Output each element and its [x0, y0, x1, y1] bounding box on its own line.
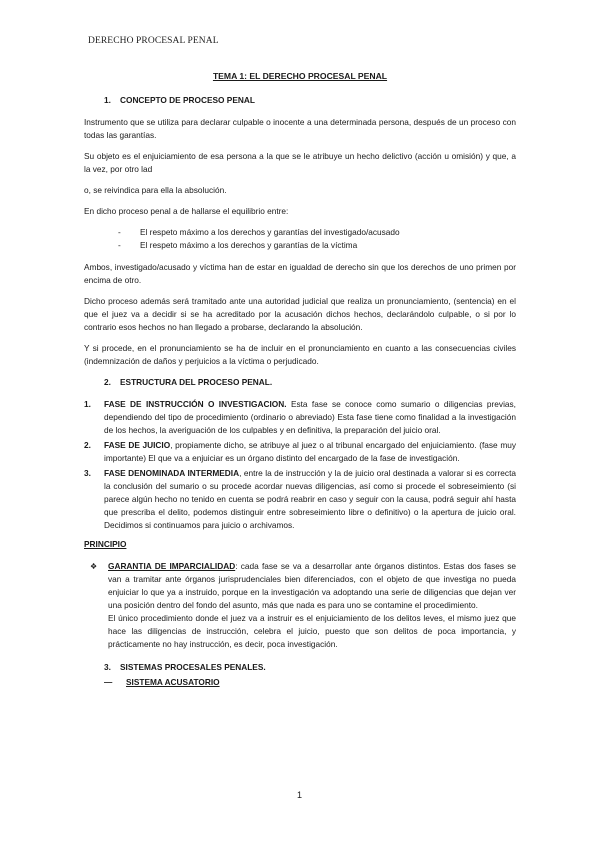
section-title: ESTRUCTURA DEL PROCESO PENAL.	[120, 377, 273, 387]
dash-marker: -	[118, 227, 121, 237]
list-item	[84, 439, 516, 465]
list-item	[84, 398, 516, 437]
phase-label: FASE DENOMINADA INTERMEDIA	[104, 468, 240, 478]
diamond-bullet-icon: ❖	[90, 562, 98, 571]
phase-description: , entre la de instrucción y la de juicio oral destinada a valorar si es correcta la conclusión del sumario o su procede acordar nuevas diligencias, así como si procede el sobreseimiento (si parece algún hecho no tenido en cuenta se podrá reabrir en caso y seguir con la causa, podrá seguir ahí hasta que prescriba el delito, podemos distinguir entre sobreseimiento libre o definitivo) o la apertura de juicio oral. Decidimos si continuamos para juicio o archivamos.	[104, 468, 516, 530]
page-number: 1	[296, 790, 302, 800]
principle-heading: PRINCIPIO	[84, 539, 127, 549]
list-number: 3.	[84, 468, 91, 478]
running-header: DERECHO PROCESAL PENAL	[88, 36, 219, 46]
paragraph: Su objeto es el enjuiciamiento de esa persona a la que se le atribuye un hecho delictivo (acción u omisión) y que, a la vez, por otro lad	[84, 151, 516, 174]
phase-description: Esta fase se conoce como sumario o diligencias previas, dependiendo del tipo de procedimiento (ordinario o abreviado) Esta fase tiene como finalidad a la investigación de los hechos, la averiguación de los culpables y en definitiva, la preparación del juicio oral.	[104, 399, 516, 435]
subsection-title: SISTEMA ACUSATORIO	[126, 677, 220, 687]
document-title: TEMA 1: EL DERECHO PROCESAL PENAL	[212, 71, 388, 81]
list-item-text	[104, 467, 516, 532]
guarantee-paragraph	[108, 560, 516, 612]
paragraph: Ambos, investigado/acusado y víctima han de estar en igualdad de derecho sin que los derechos de uno primen por encima de otro.	[84, 262, 516, 285]
phase-description: , propiamente dicho, se atribuye al juez o al tribunal encargado del enjuiciamiento. (fase muy importante) El que va a enjuiciar es un órgano distinto del encargado de la fase de investigación.	[104, 440, 516, 463]
section-number: 1.	[104, 95, 111, 105]
section-number: 2.	[104, 377, 111, 387]
guarantee-description: : cada fase se va a desarrollar ante órganos distintos. Estas dos fases se van a tramitar ante órganos jurisprudenciales bien diferenciados, con el objeto de que investiga no pueda enjuiciar lo que ya a instruido, porque en la investigación va adoptando una serie de diligencias que dejan ver una posición dentro del fondo del asunto, más que nada es para uno se contamine el procedimiento.	[108, 561, 516, 610]
section-3-heading	[84, 661, 516, 674]
list-item	[84, 239, 516, 252]
dash-marker: —	[104, 677, 113, 687]
guarantee-label: GARANTIA DE IMPARCIALIDAD	[108, 561, 236, 571]
list-number: 1.	[84, 399, 91, 409]
list-item-text	[104, 439, 516, 465]
subsection-heading	[104, 676, 516, 689]
list-item	[84, 226, 516, 239]
guarantee-extra: El único procedimiento donde el juez va a instruir es el enjuiciamiento de los delitos leves, el mismo juez que hace las diligencias de instrucción, celebra el juicio, puesto que son delitos de poca importancia, y prácticamente no hay instrucción, es decir, poca investigación.	[108, 613, 516, 649]
section-1-heading	[84, 94, 516, 107]
list-item-text: El respeto máximo a los derechos y garantías de la víctima	[140, 240, 358, 250]
section-number: 3.	[104, 662, 111, 672]
dash-list	[84, 226, 516, 252]
phase-label: FASE DE JUICIO	[104, 440, 171, 450]
guarantee-item	[84, 560, 516, 651]
list-item-text: El respeto máximo a los derechos y garantías del investigado/acusado	[140, 227, 400, 237]
paragraph: Instrumento que se utiliza para declarar culpable o inocente a una determinada persona, después de un proceso con todas las garantías.	[84, 117, 516, 140]
paragraph: o, se reivindica para ella la absolución.	[84, 185, 227, 195]
paragraph: En dicho proceso penal a de hallarse el equilibrio entre:	[84, 206, 289, 216]
paragraph: Y si procede, en el pronunciamiento se ha de incluir en el pronunciamiento en cuanto a las consecuencias civiles (indemnización de daños y perjuicios a la víctima o perjudicado.	[84, 343, 516, 366]
phase-label: FASE DE INSTRUCCIÓN O INVESTIGACION.	[104, 399, 287, 409]
phase-list	[84, 398, 516, 532]
guarantee-text	[108, 560, 516, 651]
list-item-text	[104, 398, 516, 437]
page-content	[84, 70, 516, 689]
dash-marker: -	[118, 240, 121, 250]
list-item	[84, 467, 516, 532]
section-2-heading	[84, 376, 516, 389]
paragraph: Dicho proceso además será tramitado ante una autoridad judicial que realiza un pronunciamiento, (sentencia) en el que el juez va a decidir si se ha acreditado por la acusación dichos hechos, declarándolo culpable, o si por lo contrario esos hechos no han llegado a probarse, declarando la absolución.	[84, 296, 516, 332]
section-title: SISTEMAS PROCESALES PENALES.	[120, 662, 266, 672]
section-title: CONCEPTO DE PROCESO PENAL	[120, 95, 255, 105]
list-number: 2.	[84, 440, 91, 450]
